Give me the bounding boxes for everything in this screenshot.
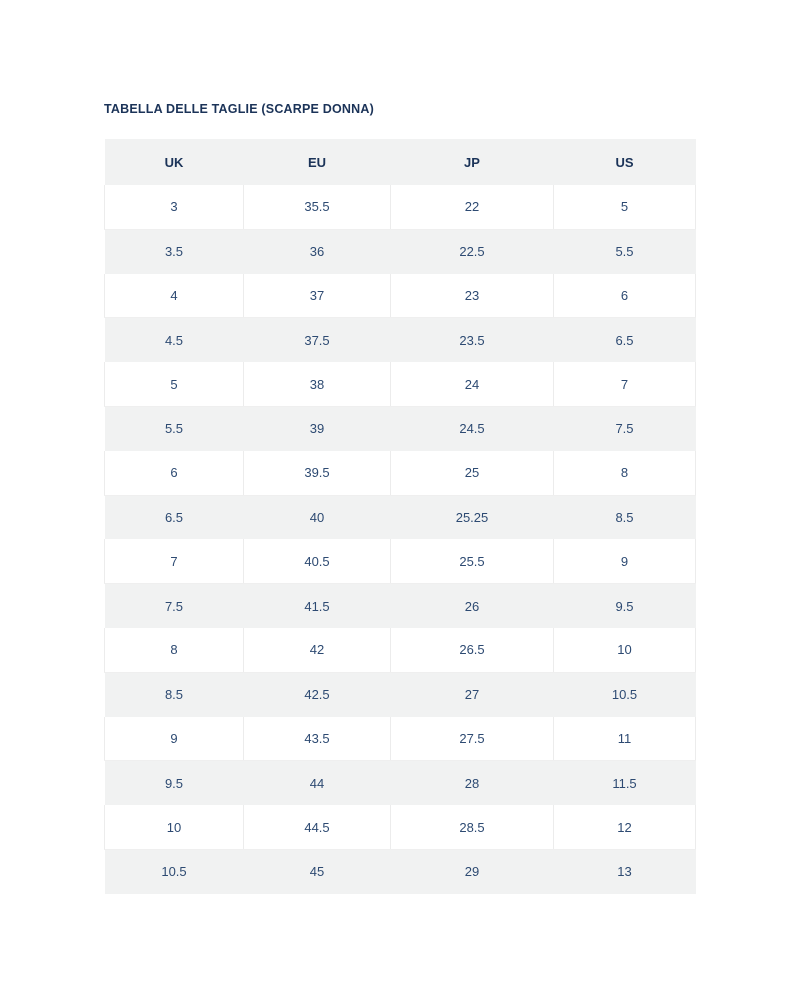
cell-jp: 23.5 [459, 332, 485, 348]
cell-jp: 23 [391, 274, 554, 318]
cell-eu: 45 [309, 864, 325, 880]
cell-jp: 25.25 [455, 509, 489, 525]
cell-jp: 24 [391, 362, 554, 406]
cell-uk: 10 [105, 805, 244, 849]
table-row [105, 761, 696, 805]
cell-us: 11 [554, 717, 696, 761]
cell-eu: 39.5 [244, 451, 391, 495]
cell-uk: 3 [105, 185, 244, 229]
table-header [105, 139, 696, 185]
table-row [105, 495, 696, 539]
cell-uk: 4 [105, 274, 244, 318]
table-row [105, 584, 696, 628]
table-row [105, 539, 696, 583]
table-row [105, 805, 696, 849]
table-row [105, 672, 696, 716]
cell-eu: 41.5 [304, 598, 330, 614]
cell-jp: 28.5 [391, 805, 554, 849]
cell-jp: 29 [464, 864, 480, 880]
cell-uk: 8 [105, 628, 244, 672]
table-row [105, 185, 696, 229]
cell-eu: 37.5 [304, 332, 330, 348]
cell-eu: 42 [244, 628, 391, 672]
table-row [105, 717, 696, 761]
cell-us: 10 [554, 628, 696, 672]
cell-jp: 28 [464, 775, 480, 791]
cell-eu: 44.5 [244, 805, 391, 849]
cell-us: 8.5 [615, 509, 634, 525]
cell-us: 9.5 [615, 598, 634, 614]
cell-eu: 44 [309, 775, 325, 791]
cell-eu: 38 [244, 362, 391, 406]
cell-jp: 25.5 [391, 539, 554, 583]
cell-eu: 36 [309, 244, 325, 260]
cell-uk: 10.5 [161, 864, 187, 880]
page-title: TABELLA DELLE TAGLIE (SCARPE DONNA) [104, 102, 374, 116]
cell-jp: 27.5 [391, 717, 554, 761]
table-row [105, 406, 696, 450]
cell-uk: 6.5 [164, 509, 184, 525]
cell-uk: 4.5 [164, 332, 184, 348]
column-header-jp: JP [464, 154, 480, 170]
table-row [105, 628, 696, 672]
header-row [105, 139, 696, 185]
table-row [105, 849, 696, 893]
cell-us: 7 [554, 362, 696, 406]
column-header-uk: UK [164, 154, 184, 170]
cell-eu: 39 [309, 421, 325, 437]
cell-uk: 3.5 [164, 244, 184, 260]
cell-us: 7.5 [615, 421, 634, 437]
cell-jp: 27 [464, 687, 480, 703]
table-row [105, 451, 696, 495]
cell-uk: 7 [105, 539, 244, 583]
cell-us: 8 [554, 451, 696, 495]
cell-uk: 5.5 [164, 421, 184, 437]
table-row [105, 318, 696, 362]
cell-uk: 5 [105, 362, 244, 406]
cell-uk: 9 [105, 717, 244, 761]
cell-jp: 24.5 [459, 421, 485, 437]
cell-jp: 22 [391, 185, 554, 229]
cell-uk: 7.5 [164, 598, 184, 614]
table-row [105, 229, 696, 273]
cell-uk: 8.5 [164, 687, 184, 703]
cell-us: 5 [554, 185, 696, 229]
cell-eu: 40.5 [244, 539, 391, 583]
table-row [105, 274, 696, 318]
cell-jp: 26.5 [391, 628, 554, 672]
cell-us: 9 [554, 539, 696, 583]
table-row [105, 362, 696, 406]
cell-eu: 35.5 [244, 185, 391, 229]
cell-us: 13 [617, 864, 632, 880]
cell-us: 6.5 [615, 332, 634, 348]
table-body [105, 185, 696, 894]
cell-us: 11.5 [612, 775, 637, 791]
cell-eu: 42.5 [304, 687, 330, 703]
cell-jp: 26 [464, 598, 480, 614]
cell-us: 10.5 [611, 687, 638, 703]
cell-uk: 6 [105, 451, 244, 495]
cell-jp: 25 [391, 451, 554, 495]
cell-eu: 37 [244, 274, 391, 318]
cell-us: 5.5 [615, 244, 634, 260]
cell-eu: 43.5 [244, 717, 391, 761]
size-table [104, 139, 696, 894]
cell-us: 6 [554, 274, 696, 318]
cell-jp: 22.5 [459, 244, 485, 260]
cell-eu: 40 [309, 509, 325, 525]
cell-us: 12 [554, 805, 696, 849]
column-header-us: US [615, 154, 634, 170]
cell-uk: 9.5 [164, 775, 184, 791]
column-header-eu: EU [307, 154, 327, 170]
